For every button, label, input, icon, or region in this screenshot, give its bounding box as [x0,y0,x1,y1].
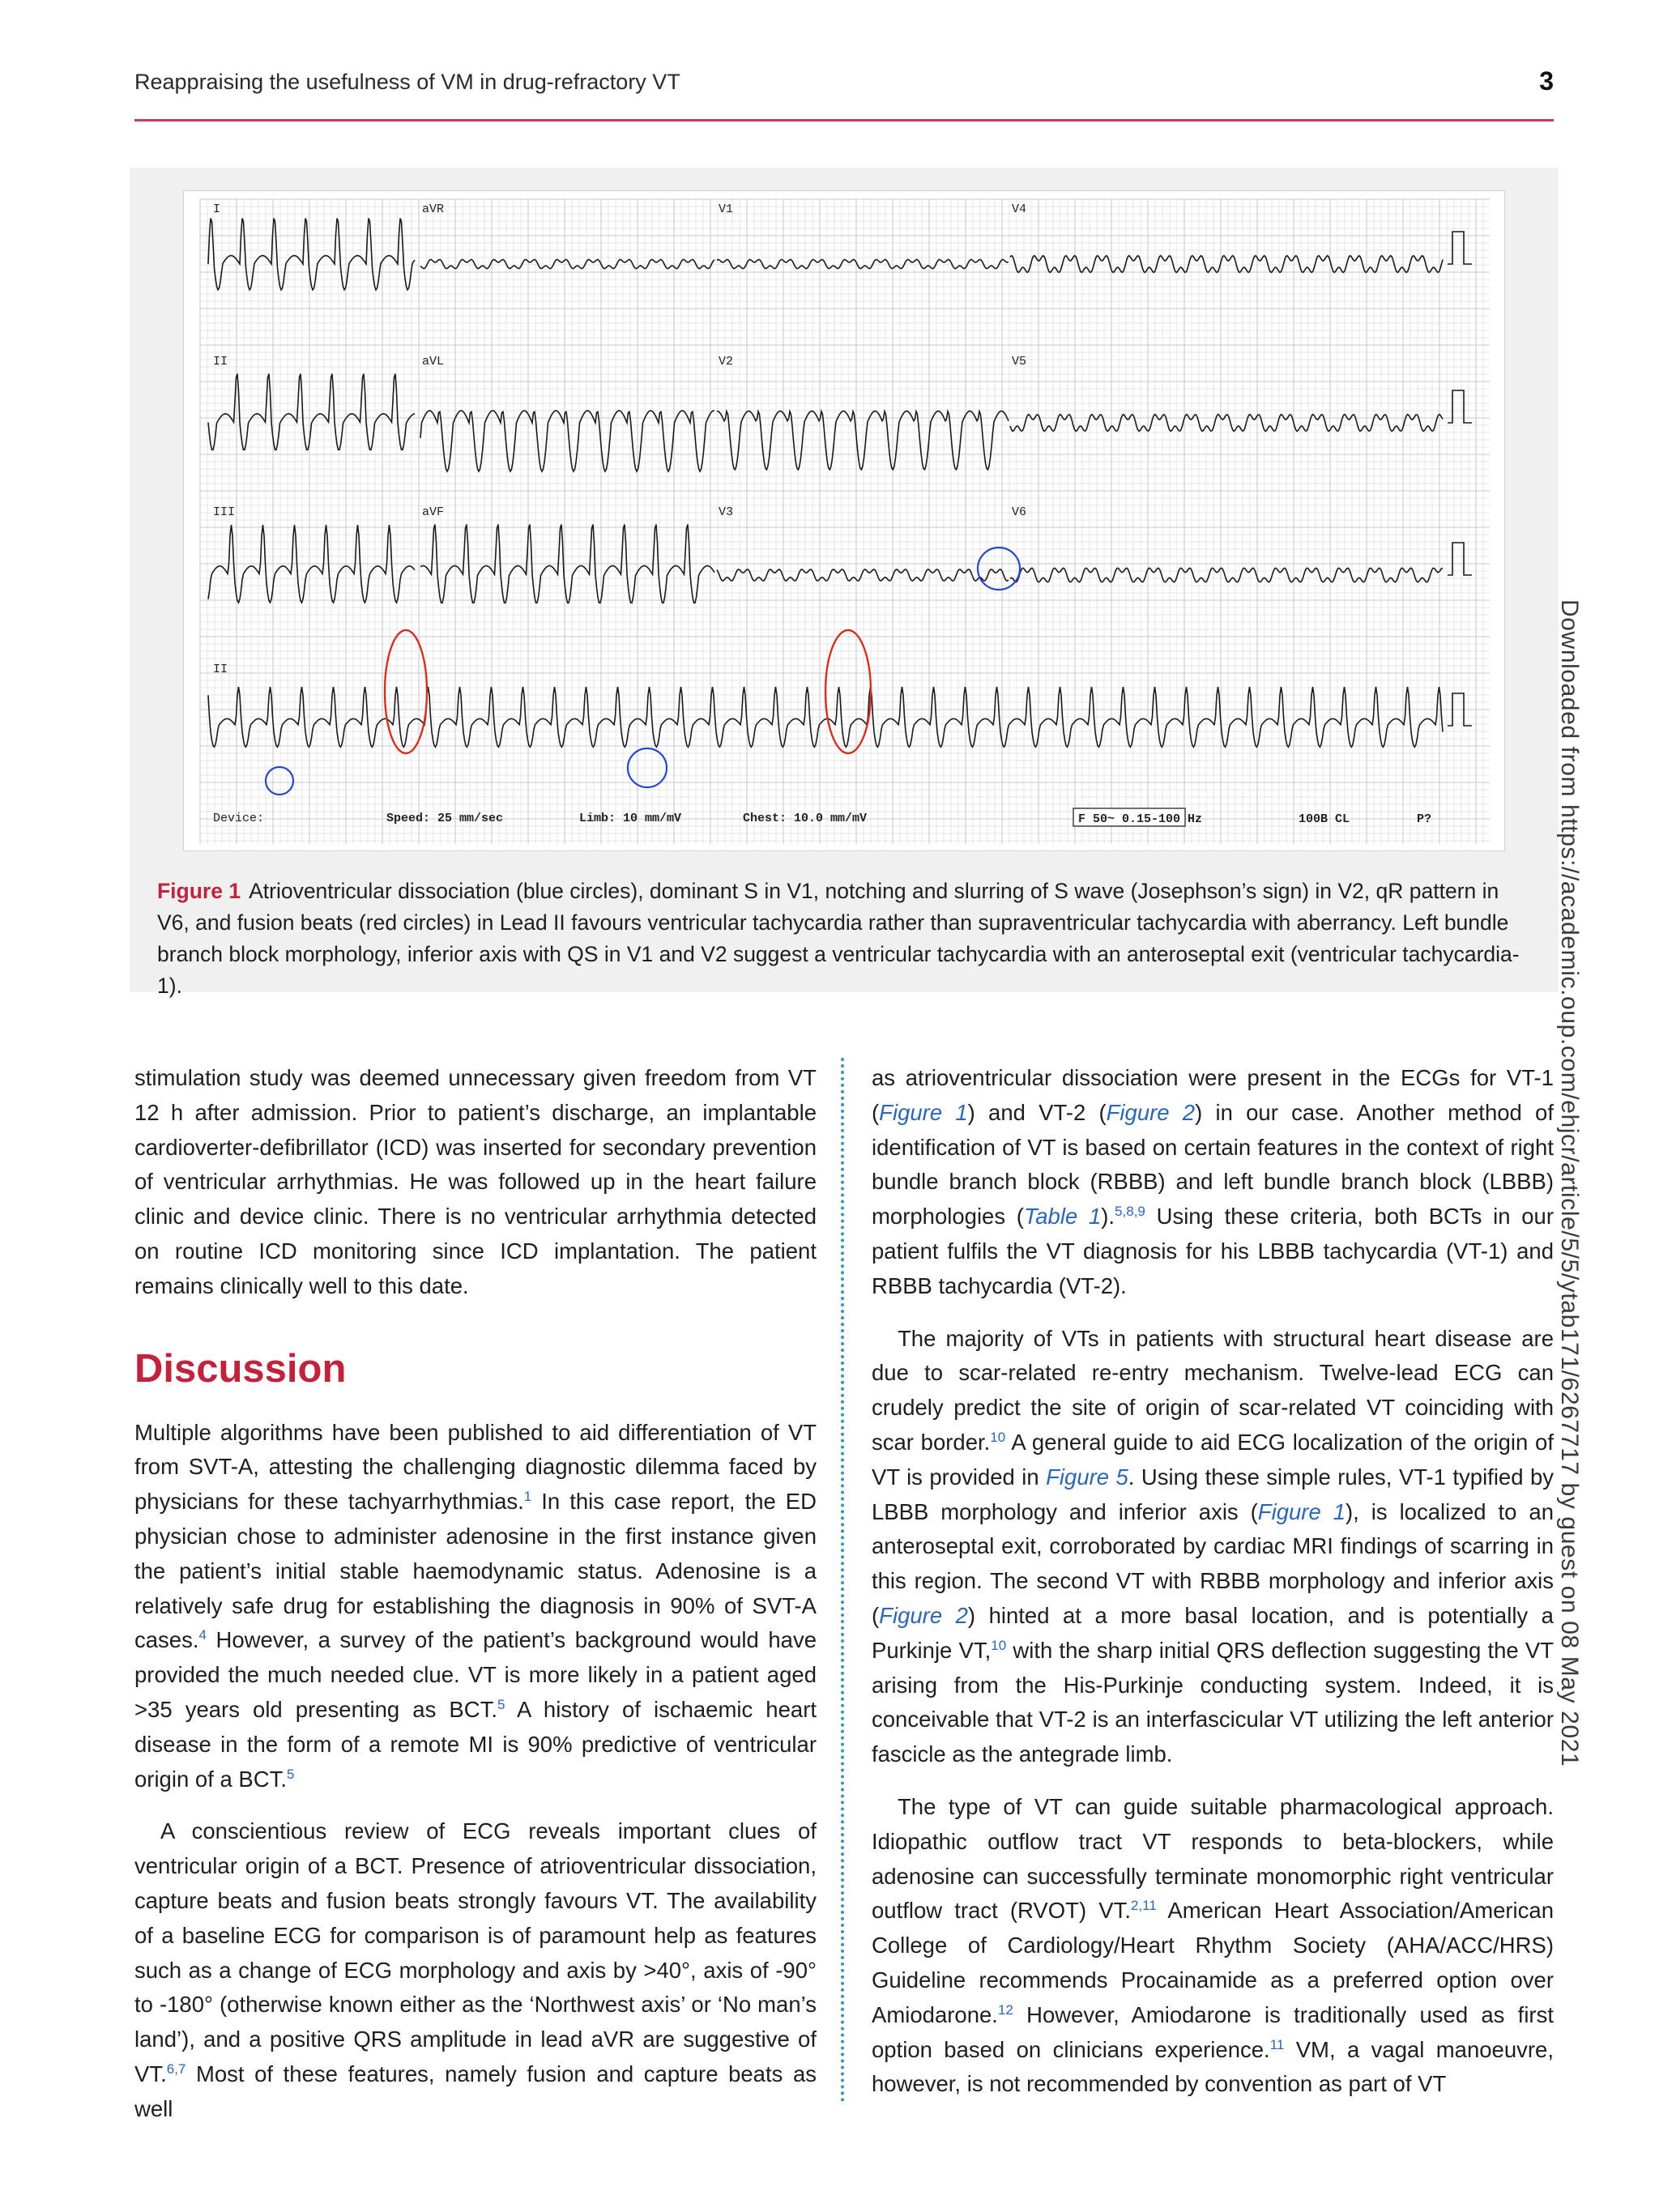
text-run: The type of VT can guide suitable pharmacological approach. Idiopathic outflow tract VT responds to beta-blockers, while adenosine can successfully terminate monomorphic right ventricular outflow tract (RVOT) VT. [872,1793,1554,1924]
ecg-filter: F 50~ 0.15-100 Hz [1078,812,1203,826]
lead-label-V3: V3 [719,505,734,519]
ecg-trace-segment [420,259,714,268]
fusion-beat-red-circle [825,630,871,753]
text-run: American Heart Association/American College of Cardiology/Heart Rhythm Society (AHA/ACC/HRS) Guideline recommends Procainamide as a preferred option over Amiodarone. [872,1898,1555,2027]
figure-reference-link[interactable]: Figure 1 [1257,1498,1346,1524]
citation-superscript[interactable]: 1 [523,1489,532,1505]
running-head: Reappraising the usefulness of VM in drug-refractory VT [134,70,680,94]
ecg-page-code: P? [1417,812,1432,826]
text-run: Most of these features, namely fusion and capture beats as well [134,2061,817,2121]
text-run: A general guide to aid ECG localization of the origin of VT is provided in [872,1429,1554,1490]
paragraph [134,1061,817,1304]
figure-reference-link[interactable]: Figure 2 [1106,1099,1196,1125]
citation-superscript[interactable]: 5 [497,1696,505,1712]
citation-superscript[interactable]: 2,11 [1130,1898,1157,1914]
header-rule [134,119,1554,121]
section-heading-discussion: Discussion [134,1346,347,1391]
figure-caption-text: Atrioventricular dissociation (blue circles), dominant S in V1, notching and slurring of S wave (Josephson’s sign) in V2, qR pattern in V6, and fusion beats (red circles) in Lead II favours ventricular tachycardia rather than supraventricular tachycardia with aberrancy. Left bundle branch block morphology, inferior axis with QS in V1 and V2 suggest a ventricular tachycardia with an anteroseptal exit (ventricular tachycardia-1). [157,879,1520,998]
figure-reference-link[interactable]: Figure 5 [1046,1464,1128,1490]
paragraph [134,1416,817,1797]
text-run: However, a survey of the patient’s background would have provided the much needed clue. VT is more likely in a patient aged >35 years old presenting as BCT. [134,1627,817,1722]
lead-label-II-rhythm: II [213,663,228,676]
lead-label-V4: V4 [1012,202,1027,216]
text-run: ) in our case. Another method of identification of VT is based on certain features in the context of right bundle branch block (RBBB) and left bundle branch block (LBBB) morphologies ( [872,1099,1554,1230]
paragraph [134,1814,817,2126]
text-run: ), is localized to an anteroseptal exit, corroborated by cardiac MRI findings of scarring in this region. The second VT with RBBB morphology and inferior axis ( [872,1498,1555,1628]
text-run: Using these criteria, both BCTs in our patient fulfils the VT diagnosis for his LBBB tachycardia (VT-1) and RBBB tachycardia (VT-2). [872,1204,1554,1298]
calibration-pulse [1448,232,1472,264]
lead-label-V5: V5 [1012,355,1027,369]
ecg-trace-segment [717,259,1009,268]
figure-reference-link[interactable]: Figure 2 [879,1602,968,1628]
text-run: In this case report, the ED physician chose to administer adenosine in the first instance given the patient’s initial stable haemodynamic status. Adenosine is a relatively safe drug for establishing the diagnosis in 90% of SVT-A cases. [134,1489,817,1653]
lead-label-aVF: aVF [422,505,445,519]
citation-superscript[interactable]: 10 [990,1429,1006,1445]
paragraph [872,1790,1554,2102]
paragraph [872,1322,1554,1772]
citation-superscript[interactable]: 4 [198,1627,207,1643]
text-run: as atrioventricular dissociation were present in the ECGs for VT-1 ( [872,1065,1554,1125]
text-run: VM, a vagal manoeuvre, however, is not recommended by convention as part of VT [872,2036,1554,2097]
figure-panel [130,168,1559,998]
text-run: stimulation study was deemed unnecessary given freedom from VT 12 h after admission. Prior to patient’s discharge, an implantable cardioverter-defibrillator (ICD) was inserted for secondary prevention of ventricular arrhythmias. He was followed up in the heart failure clinic and device clinic. There is no ventricular arrhythmia detected on routine ICD monitoring since ICD implantation. The patient remains clinically well to this date. [134,1065,817,1298]
text-run: . Using these simple rules, VT-1 typified by LBBB morphology and inferior axis ( [872,1464,1554,1524]
lead-label-aVL: aVL [422,355,445,369]
ecg-grid [200,199,1490,844]
text-run: ). [1101,1204,1115,1230]
av-dissociation-blue-circle [978,548,1020,590]
citation-superscript[interactable]: 10 [991,1637,1007,1653]
ecg-image [183,190,1505,851]
citation-superscript[interactable]: 5 [287,1766,295,1782]
figure-reference-link[interactable]: Table 1 [1023,1204,1102,1230]
ecg-tracing [184,191,1506,852]
text-run: However, Amiodarone is traditionally used as first option based on clinicians experience. [872,2001,1554,2062]
right-column [872,1061,1554,2102]
ecg-traces [208,219,1472,748]
citation-superscript[interactable]: 5,8,9 [1115,1204,1145,1220]
calibration-pulse [1448,543,1472,575]
text-run: with the sharp initial QRS deflection suggesting the VT arising from the His-Purkinje conducting system. Indeed, it is conceivable that VT-2 is an interfascicular VT utilizing the left anterior fascicle as the antegrade limb. [872,1637,1554,1767]
citation-superscript[interactable]: 11 [1269,2036,1285,2052]
ecg-trace-segment [208,374,415,450]
lead-label-V6: V6 [1012,505,1027,519]
text-run: ) and VT-2 ( [967,1099,1107,1125]
figure-reference-link[interactable]: Figure 1 [879,1099,968,1125]
ecg-chest: Chest: 10.0 mm/mV [743,812,868,825]
ecg-speed: Speed: 25 mm/sec [386,812,504,825]
citation-superscript[interactable]: 6,7 [166,2061,186,2077]
text-run: A history of ischaemic heart disease in the form of a remote MI is 90% predictive of ventricular origin of a BCT. [134,1696,817,1792]
ecg-device: Device: [213,812,265,825]
text-run: ) hinted at a more basal location, and is potentially a Purkinje VT, [872,1602,1554,1663]
text-run: The majority of VTs in patients with structural heart disease are due to scar-related re-entry mechanism. Twelve-lead ECG can crudely predict the site of origin of scar-related VT coinciding with scar border. [872,1325,1554,1455]
column-divider [841,1058,844,2103]
left-column [134,1061,817,2127]
ecg-trace-segment [208,219,415,290]
figure-label: Figure 1 [157,879,241,903]
fusion-beat-red-circle [385,630,427,753]
ecg-limb: Limb: 10 mm/mV [579,812,682,825]
citation-superscript[interactable]: 12 [997,2001,1013,2018]
lead-label-V2: V2 [719,355,734,369]
lead-label-I: I [213,202,221,216]
text-run: Multiple algorithms have been published to aid differentiation of VT from SVT-A, attesting the challenging diagnostic dilemma faced by physicians for these tachyarrhythmias. [134,1419,817,1515]
av-dissociation-blue-circle [266,767,293,795]
ecg-trace-segment [717,411,1009,470]
page-number: 3 [1539,66,1554,96]
ecg-model: 100B CL [1299,812,1350,826]
lead-label-III: III [213,505,236,519]
lead-label-II: II [213,355,228,369]
lead-label-aVR: aVR [422,202,445,216]
ecg-trace-segment [420,411,714,471]
paragraph [872,1061,1554,1304]
lead-label-V1: V1 [719,202,734,216]
text-run: A conscientious review of ECG reveals important clues of ventricular origin of a BCT. Presence of atrioventricular dissociation, capture beats and fusion beats strongly favours VT. The availability of a baseline ECG for comparison is of paramount help as features such as a change of ECG morphology and axis by >40°, axis of -90° to -180° (otherwise known either as the ‘Northwest axis’ or ‘No man’s land’), and a positive QRS amplitude in lead aVR are suggestive of VT. [134,1818,817,2086]
figure-caption [157,876,1529,1002]
download-notice: Downloaded from https://academic.oup.com/ehjcr/article/5/5/ytab171/6267717 by guest on 08 May 2021 [1556,599,1583,1767]
